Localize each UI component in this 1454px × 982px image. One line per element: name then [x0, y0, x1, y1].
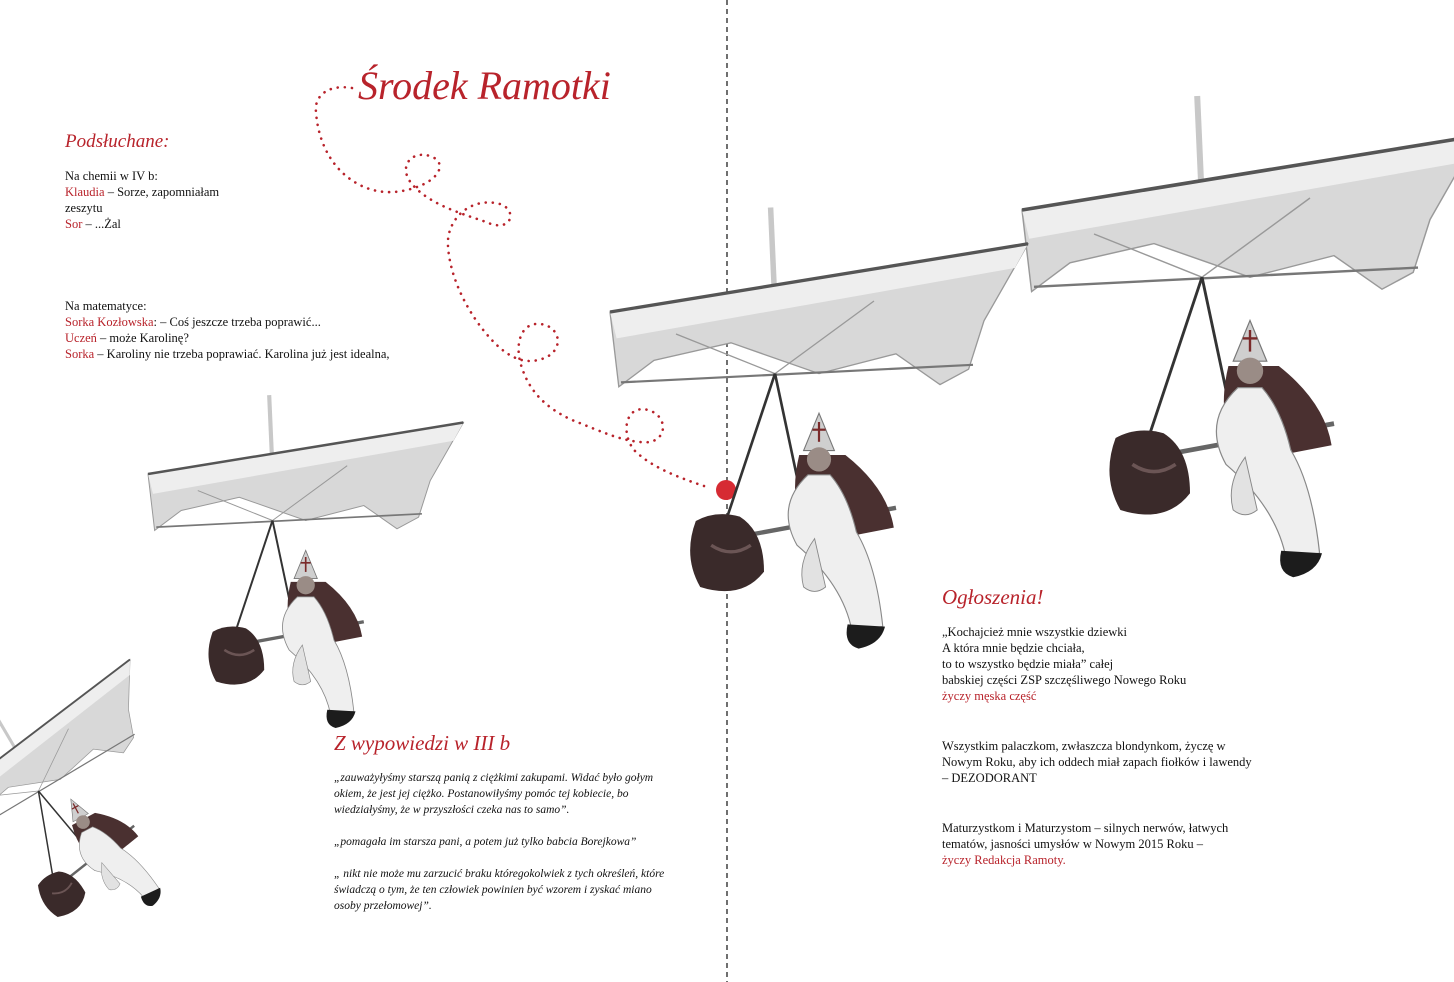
podsluchane-heading-colon: : [163, 131, 170, 152]
speaker: Klaudia [65, 185, 105, 199]
ad-line: babskiej części ZSP szczęśliwego Nowego Roku [942, 673, 1187, 687]
hang-glider-santa-corner [0, 641, 237, 971]
ogloszenia-heading: Ogłoszenia! [942, 585, 1044, 609]
speaker: Sorka Kozłowska [65, 315, 154, 329]
podsluchane-heading-text: Podsłuchane [65, 131, 164, 152]
hang-glider-santa-small [148, 395, 463, 728]
quote: „zauważyłyśmy starszą panią z ciężkimi zakupami. Widać było gołym okiem, że jest jej ciężko. Postanowiłyśmy pomóc tej kobiecie, bo wiedziałyśmy, że w przyszłości czeka nas to samo”. [334, 772, 654, 816]
dotted-flight-path [316, 87, 704, 486]
quote: „pomagała im starsza pani, a potem już tylko babcia Borejkowa” [334, 836, 637, 848]
dialog-intro: Na chemii w IV b: [65, 169, 158, 183]
ad-text: Maturzystkom i Maturzystom – silnych nerwów, łatwych tematów, jasności umysłów w Nowym 2015 Roku – [942, 821, 1229, 851]
dialog-math [65, 298, 445, 362]
ad-signature: życzy męska część [942, 689, 1037, 703]
ad-smokers [942, 738, 1260, 786]
dialog-line [65, 184, 295, 200]
utterance: – Karoliny nie trzeba poprawiać. Karolina już jest idealna, [94, 347, 390, 361]
utterance: – ...Żal [82, 217, 121, 231]
dialog-line [65, 330, 445, 346]
wypowiedzi-quotes [334, 770, 666, 930]
hang-glider-santa-large [1022, 96, 1454, 577]
dialog-line [65, 346, 445, 362]
wypowiedzi-heading: Z wypowiedzi w III b [334, 731, 511, 755]
speaker: Uczeń [65, 331, 97, 345]
speaker: Sorka [65, 347, 95, 361]
ad-graduates [942, 820, 1260, 868]
ad-signature: życzy Redakcja Ramoty. [942, 853, 1066, 867]
page-title: Środek Ramotki [358, 63, 611, 108]
utterance: – może Karolinę? [96, 331, 189, 345]
dialog-line [65, 216, 295, 232]
dialog-chemistry [65, 168, 295, 232]
ad-line: A która mnie będzie chciała, [942, 641, 1085, 655]
ad-line: „Kochajcież mnie wszystkie dziewki [942, 625, 1127, 639]
dialog-intro: Na matematyce: [65, 299, 147, 313]
ad-text: Wszystkim palaczkom, zwłaszcza blondynkom, życzę w Nowym Roku, aby ich oddech miał zapach fiołków i lawendy – DEZODORANT [942, 739, 1252, 785]
utterance: – Sorze, zapomniałam [104, 185, 220, 199]
quote: „ nikt nie może mu zarzucić braku któregokolwiek z tych określeń, które świadczą o tym, że ten człowiek powinien być wzorem i zyskać miano osoby przełomowej”. [334, 868, 665, 912]
hang-glider-santa-center [610, 208, 1028, 649]
speaker: Sor [65, 217, 83, 231]
dialog-line [65, 314, 445, 330]
ad-poem [942, 624, 1262, 704]
ad-line: to to wszystko będzie miała” całej [942, 657, 1114, 671]
utterance: zeszytu [65, 201, 103, 215]
dialog-line [65, 200, 295, 216]
utterance: : – Coś jeszcze trzeba poprawić... [153, 315, 321, 329]
podsluchane-heading [65, 131, 169, 153]
